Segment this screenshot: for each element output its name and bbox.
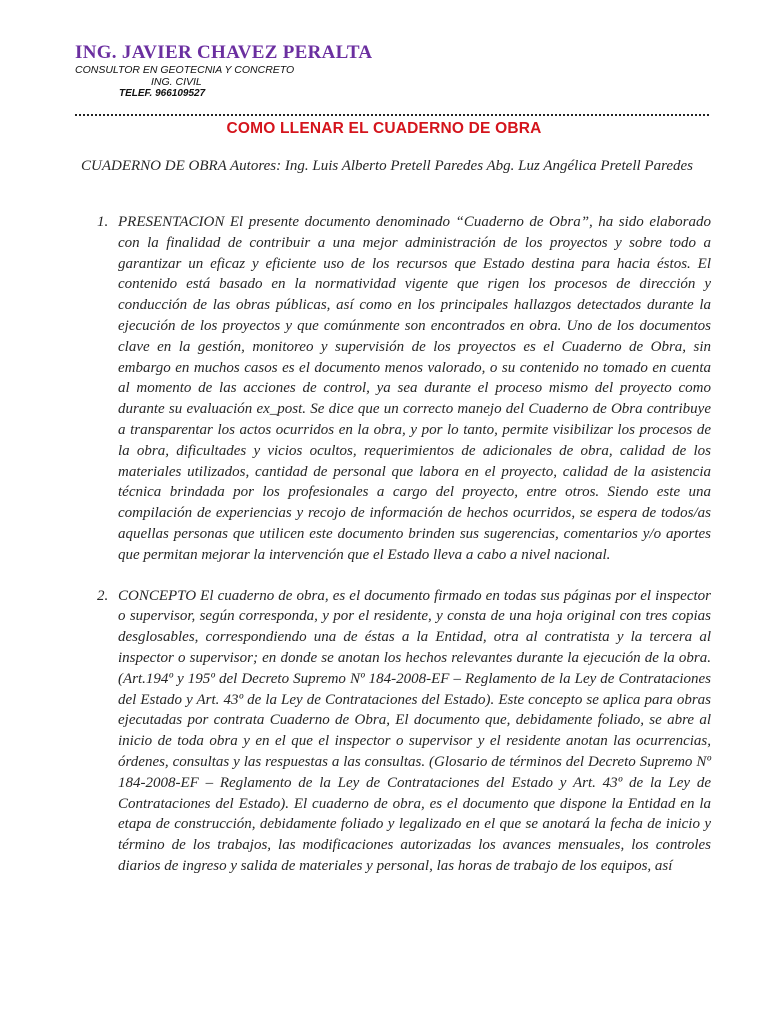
letterhead-phone: TELEF. 966109527: [119, 88, 206, 99]
document-title: COMO LLENAR EL CUADERNO DE OBRA: [226, 120, 542, 137]
list-item-text: PRESENTACION El presente documento denominado “Cuaderno de Obra”, ha sido elaborado con la finalidad de contribuir a una mejor administración de los proyectos y sobre todo a garantizar un eficaz y eficiente uso de los recursos que Estado destina para hacia éstos. El contenido está basado en la normatividad vigente que rigen los procesos de dirección y conducción de las obras públicas, así como en los principales hallazgos detectados durante la ejecución de los proyectos y que comúnmente son encontrados en obra. Uno de los documentos clave en la gestión, monitoreo y supervisión de los proyectos es el Cuaderno de Obra, sin embargo en muchos casos es el documento menos valorado, o su contenido no tomado en cuenta al momento de las acciones de control, ya sea durante el proceso mismo del proyecto como durante su evaluación ex_post. Se dice que un correcto manejo del Cuaderno de Obra contribuye a transparentar los actos ocurridos en la obra, y por lo tanto, permite visibilizar los procesos de la obra, dificultades y vicios ocultos, requerimientos de adicionales de obra, calidad de los materiales utilizados, cantidad de personal que labora en el proyecto, calidad de la asistencia técnica brindada por los profesionales a cargo del proyecto, entre otros. Siendo este una compilación de experiencias y recojo de información de hechos ocurridos, se espera de todos/as aquellas personas que utilicen este documento brinden sus sugerencias, comentarios y/o aportes que permitan mejorar la intervención que el Estado lleva a cabo a nivel nacional.: [118, 214, 711, 563]
section-list: [75, 212, 711, 897]
letterhead-title: ING. CIVIL: [151, 76, 202, 88]
dotted-divider: [75, 114, 709, 116]
list-item-number: 1.: [97, 214, 109, 230]
letterhead: [75, 42, 715, 100]
intro-paragraph: CUADERNO DE OBRA Autores: Ing. Luis Alberto Pretell Paredes Abg. Luz Angélica Pretell Paredes: [81, 158, 694, 174]
list-item-text: CONCEPTO El cuaderno de obra, es el documento firmado en todas sus páginas por el inspector o supervisor, según corresponda, y por el residente, y consta de una hoja original con tres copias desglosables, correspondiendo una de éstas a la Entidad, otra al contratista y la tercera al inspector o supervisor; en donde se anotan los hechos relevantes durante la ejecución de la obra. (Art.194º y 195º del Decreto Supremo Nº 184-2008-EF – Reglamento de la Ley de Contrataciones del Estado y Art. 43º de la Ley de Contrataciones del Estado). Este concepto se aplica para obras ejecutadas por contrata Cuaderno de Obra, El documento que, debidamente foliado, se abre al inicio de toda obra y en el que el inspector o supervisor y el residente anotan las ocurrencias, órdenes, consultas y las respuestas a las consultas. (Glosario de términos del Decreto Supremo Nº 184-2008-EF – Reglamento de la Ley de Contrataciones del Estado y Art. 43º de la Ley de Contrataciones del Estado). El cuaderno de obra, es el documento que dispone la Entidad en la etapa de construcción, debidamente foliado y legalizado en el que se anotará la fecha de inicio y término de los trabajos, las modificaciones autorizadas los avances mensuales, los controles diarios de ingreso y salida de materiales y personal, las horas de trabajo de los equipos, así: [118, 587, 711, 874]
list-item: [75, 586, 711, 877]
list-item: [75, 212, 711, 566]
list-item-number: 2.: [97, 587, 109, 604]
letterhead-role: CONSULTOR EN GEOTECNIA Y CONCRETO: [75, 64, 295, 76]
letterhead-name: ING. JAVIER CHAVEZ PERALTA: [75, 42, 373, 63]
